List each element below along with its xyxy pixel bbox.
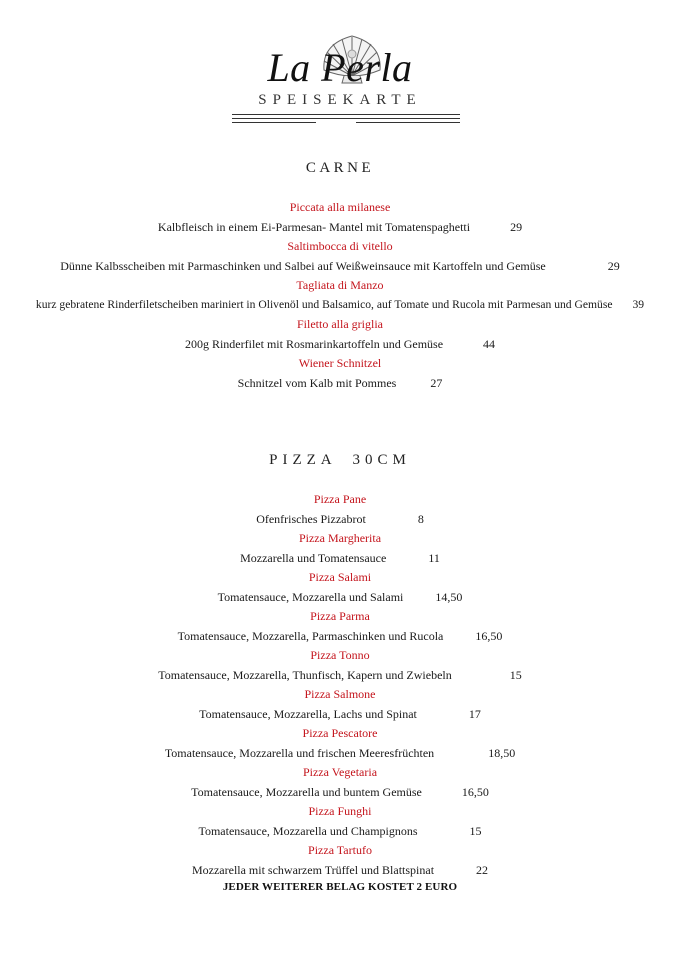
item-price: 15	[509, 667, 522, 682]
item-price: 14,50	[435, 589, 463, 604]
item-name: Pizza Vegetaria	[302, 765, 378, 779]
item-price: 17	[468, 706, 481, 721]
item-name: Pizza Tonno	[310, 648, 370, 662]
item-price: 11	[428, 550, 440, 565]
menu-item	[0, 199, 680, 238]
menu-item	[0, 608, 680, 647]
item-name: Piccata alla milanese	[289, 200, 391, 214]
section-title-carne: CARNE	[305, 160, 375, 176]
item-price: 29	[607, 258, 620, 273]
item-name: Pizza Parma	[310, 609, 370, 623]
item-name: Tagliata di Manzo	[296, 278, 384, 292]
item-name: Pizza Funghi	[308, 804, 372, 818]
menu-item	[0, 316, 680, 355]
item-description: Tomatensauce, Mozzarella, Lachs und Spinat	[199, 706, 417, 721]
menu-item	[0, 842, 680, 881]
menu-header	[0, 0, 680, 130]
menu-item	[0, 569, 680, 608]
item-name: Pizza Tartufo	[308, 843, 372, 857]
menu-item	[0, 277, 680, 316]
item-name: Filetto alla griglia	[297, 317, 383, 331]
menu-subtitle: SPEISEKARTE	[258, 92, 422, 108]
menu-item	[0, 725, 680, 764]
item-description: kurz gebratene Rinderfiletscheiben mariniert in Olivenöl und Balsamico, auf Tomate und Rucola mit Parmesan und Gemüse	[35, 297, 613, 311]
item-description: Mozzarella und Tomatensauce	[240, 550, 387, 565]
item-description: Tomatensauce, Mozzarella und buntem Gemüse	[191, 784, 422, 799]
item-name: Pizza Pane	[313, 492, 367, 506]
item-price: 18,50	[488, 745, 516, 760]
brand-logo-text: La Perla	[267, 45, 413, 90]
menu-item	[0, 647, 680, 686]
item-description: Ofenfrisches Pizzabrot	[256, 511, 366, 526]
menu-item	[0, 686, 680, 725]
item-price: 15	[469, 823, 482, 838]
header-divider	[232, 114, 460, 115]
item-description: Tomatensauce, Mozzarella und Salami	[217, 589, 404, 604]
item-description: Mozzarella mit schwarzem Trüffel und Blattspinat	[191, 862, 435, 877]
item-description: 200g Rinderfilet mit Rosmarinkartoffeln und Gemüse	[184, 336, 444, 351]
item-description: Tomatensauce, Mozzarella, Parmaschinken und Rucola	[177, 628, 444, 643]
item-description: Tomatensauce, Mozzarella und Champignons	[198, 823, 418, 838]
item-description: Kalbfleisch in einem Ei-Parmesan- Mantel mit Tomatenspaghetti	[157, 219, 471, 234]
menu-item	[0, 355, 680, 394]
item-price: 29	[510, 219, 523, 234]
item-price: 22	[476, 862, 489, 877]
item-description: Tomatensauce, Mozzarella und frischen Meeresfrüchten	[164, 745, 435, 760]
extra-topping-note: JEDER WEITERER BELAG KOSTET 2 EURO	[222, 881, 458, 893]
item-name: Pizza Salami	[308, 570, 372, 584]
menu-item	[0, 530, 680, 569]
item-name: Saltimbocca di vitello	[287, 239, 393, 253]
item-price: 16,50	[461, 784, 489, 799]
item-description: Tomatensauce, Mozzarella, Thunfisch, Kapern und Zwiebeln	[158, 667, 452, 682]
item-price: 8	[417, 511, 424, 526]
item-name: Pizza Margherita	[298, 531, 382, 545]
header-divider	[232, 122, 316, 123]
item-description: Dünne Kalbsscheiben mit Parmaschinken und Salbei auf Weißweinsauce mit Kartoffeln und Gemüse	[60, 258, 546, 273]
item-price: 44	[483, 336, 496, 351]
item-name: Pizza Salmone	[304, 687, 376, 701]
menu-item	[0, 238, 680, 277]
item-price: 39	[632, 297, 645, 311]
header-divider	[232, 118, 460, 119]
item-price: 16,50	[475, 628, 503, 643]
item-name: Wiener Schnitzel	[298, 356, 382, 370]
section-title-pizza: PIZZA 30CM	[269, 452, 411, 468]
item-price: 27	[430, 375, 443, 390]
header-divider	[356, 122, 460, 123]
item-description: Schnitzel vom Kalb mit Pommes	[237, 375, 397, 390]
menu-item	[0, 803, 680, 842]
menu-item	[0, 491, 680, 530]
menu-item	[0, 764, 680, 803]
item-name: Pizza Pescatore	[302, 726, 378, 740]
